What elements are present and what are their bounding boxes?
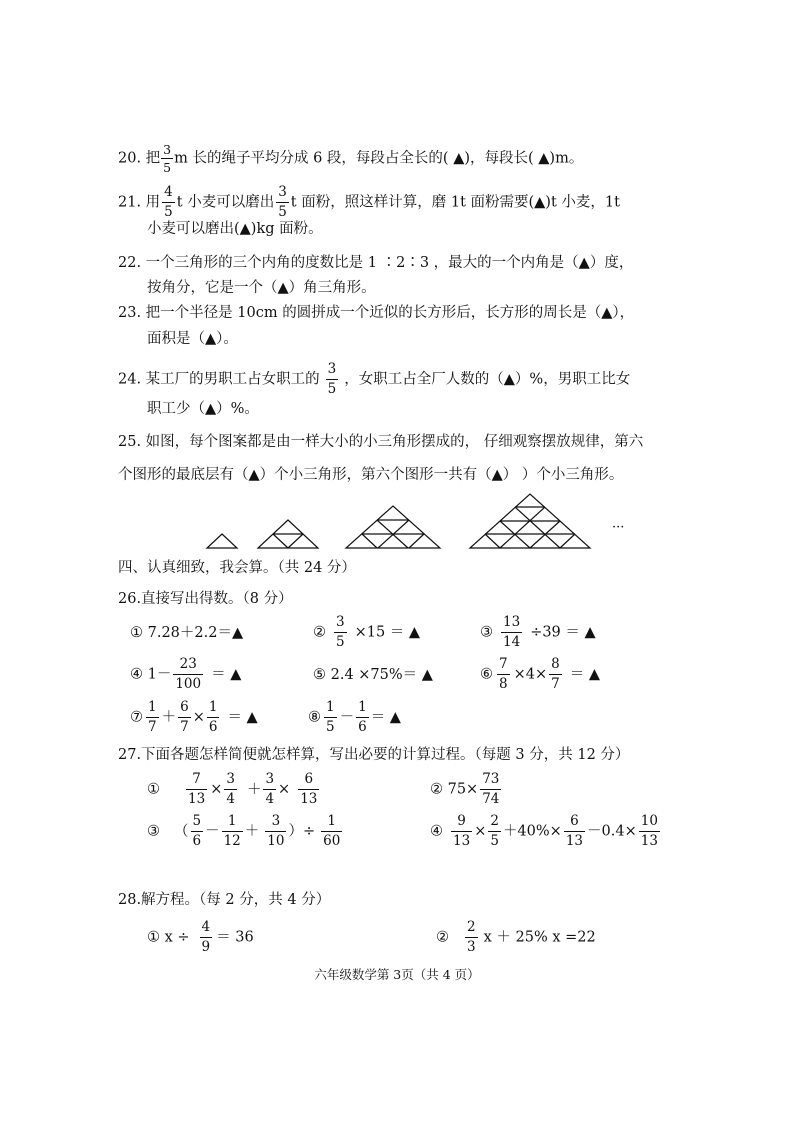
fraction: $\frac{1}{6}$ <box>358 699 367 735</box>
fraction: $\frac{3}{5}$ <box>336 614 345 650</box>
q27-item-3: ③ （ $\frac{5}{6}$ － $\frac{1}{12}$ ＋ $\frac{3}{10}$ ）÷ $\frac{1}{60}$ <box>147 813 341 849</box>
fraction: $\frac{4}{9}$ <box>201 919 211 955</box>
fraction: $\frac{1}{7}$ <box>148 699 157 735</box>
triangle-patterns-figure <box>200 490 620 552</box>
triangle-pattern-2 <box>258 520 318 548</box>
triangle-pattern-3 <box>346 506 440 548</box>
q26-item-5: ⑤ 2.4 ×75%＝ ▲ <box>313 667 433 683</box>
fraction: $\frac{13}{14}$ <box>503 614 521 650</box>
fraction: $\frac{9}{13}$ <box>453 813 471 849</box>
question-24: 24. 某工厂的男职工占女职工的 $\frac{3}{5}$ ，女职工占全厂人数的（▲）%，男职工比女 <box>118 361 631 397</box>
fraction: $\frac{6}{13}$ <box>565 813 584 849</box>
q26-item-8: ⑧ $\frac{1}{5}$ － $\frac{1}{6}$ ＝ ▲ <box>308 699 401 735</box>
question-22: 22. 一个三角形的三个内角的度数比是 1 ∶2∶3 ，最大的一个内角是（▲）度， <box>118 255 634 271</box>
question-28-title: 28.解方程。（每 2 分，共 4 分） <box>118 892 331 908</box>
fraction: $\frac{73}{74}$ <box>482 771 500 807</box>
question-27-title: 27.下面各题怎样简便就怎样算，写出必要的计算过程。（每题 3 分，共 12 分） <box>118 747 630 763</box>
q26-item-2: ② $\frac{3}{5}$ ×15 ＝ ▲ <box>313 614 421 650</box>
fraction: $\frac{4}{5}$ <box>164 184 173 220</box>
triangle-pattern-1 <box>207 534 237 548</box>
fraction: $\frac{3}{5}$ <box>278 184 287 220</box>
q26-item-6: ⑥ $\frac{7}{8}$ ×4× $\frac{8}{7}$ ＝ ▲ <box>480 656 600 692</box>
q27-item-1: ① $\frac{7}{13}$ × $\frac{3}{4}$ ＋ $\frac{3}{4}$ × $\frac{6}{13}$ <box>147 771 318 807</box>
question-24-line-2: 职工少（▲）%。 <box>147 401 259 417</box>
fraction: $\frac{10}{13}$ <box>640 813 658 849</box>
question-25: 25. 如图，每个图案都是由一样大小的小三角形摆成的， 仔细观察摆放规律，第六 <box>118 434 644 450</box>
question-25-line-2: 个图形的最底层有（▲）个小三角形，第六个图形一共有（▲） ）个小三角形。 <box>118 467 624 483</box>
fraction: $\frac{2}{5}$ <box>490 813 499 849</box>
fraction: $\frac{2}{3}$ <box>467 919 476 955</box>
pattern-ellipsis: ··· <box>612 520 625 535</box>
triangle-pattern-4 <box>470 494 590 548</box>
fraction: $\frac{3}{4}$ <box>226 771 235 807</box>
fraction: $\frac{6}{7}$ <box>180 699 189 735</box>
q28-item-1: ① x ÷ $\frac{4}{9}$ ＝ 36 <box>147 919 254 955</box>
question-23: 23. 把一个半径是 10cm 的圆拼成一个近似的长方形后，长方形的周长是（▲）， <box>118 305 635 321</box>
fraction: $\frac{3}{10}$ <box>267 813 285 849</box>
q27-item-4: ④ $\frac{9}{13}$ × $\frac{2}{5}$ ＋40%× $\frac{6}{13}$ －0.4× $\frac{10}{13}$ <box>430 813 658 849</box>
fraction: $\frac{1}{60}$ <box>323 813 341 849</box>
fraction: $\frac{3}{5}$ <box>163 142 172 175</box>
question-20: 20. 把 $\frac{3}{5}$ m 长的绳子平均分成 6 段，每段占全长的( ▲)，每段长( ▲)m。 <box>118 142 584 175</box>
page-footer: 六年级数学第 3页（共 4 页） <box>314 967 480 982</box>
fraction: $\frac{23}{100}$ <box>175 656 202 692</box>
q26-item-1: ① 7.28＋2.2＝▲ <box>130 625 244 641</box>
fraction: $\frac{6}{13}$ <box>300 771 318 807</box>
fraction: $\frac{7}{8}$ <box>499 656 508 692</box>
fraction: $\frac{1}{12}$ <box>223 813 241 849</box>
fraction: $\frac{8}{7}$ <box>551 656 560 692</box>
section-4-title: 四、认真细致，我会算。（共 24 分） <box>118 560 356 576</box>
question-23-line-2: 面积是（▲）。 <box>147 331 238 347</box>
fraction: $\frac{1}{5}$ <box>326 699 335 735</box>
fraction: $\frac{3}{4}$ <box>265 771 275 807</box>
q26-item-4: ④ 1－ $\frac{23}{100}$ ＝ ▲ <box>130 656 242 692</box>
question-26-title: 26.直接写出得数。（8 分） <box>118 591 293 607</box>
q28-item-2: ② $\frac{2}{3}$ x ＋ 25% x =22 <box>436 919 596 955</box>
question-21: 21. 用 $\frac{4}{5}$ t 小麦可以磨出 $\frac{3}{5}$ t 面粉，照这样计算，磨 1t 面粉需要(▲)t 小麦，1t <box>118 184 620 220</box>
question-22-line-2: 按角分，它是一个（▲）角三角形。 <box>147 280 376 296</box>
q27-item-2: ② 75× $\frac{73}{74}$ <box>430 771 500 807</box>
q26-item-3: ③ $\frac{13}{14}$ ÷39 ＝ ▲ <box>480 614 596 650</box>
question-21-line-2: 小麦可以磨出(▲)kg 面粉。 <box>147 221 323 237</box>
fraction: $\frac{5}{6}$ <box>192 813 202 849</box>
fraction: $\frac{3}{5}$ <box>327 361 337 397</box>
fraction: $\frac{7}{13}$ <box>188 771 206 807</box>
fraction: $\frac{1}{6}$ <box>208 699 218 735</box>
q26-item-7: ⑦ $\frac{1}{7}$ ＋ $\frac{6}{7}$ × $\frac{1}{6}$ ＝ ▲ <box>130 699 258 735</box>
